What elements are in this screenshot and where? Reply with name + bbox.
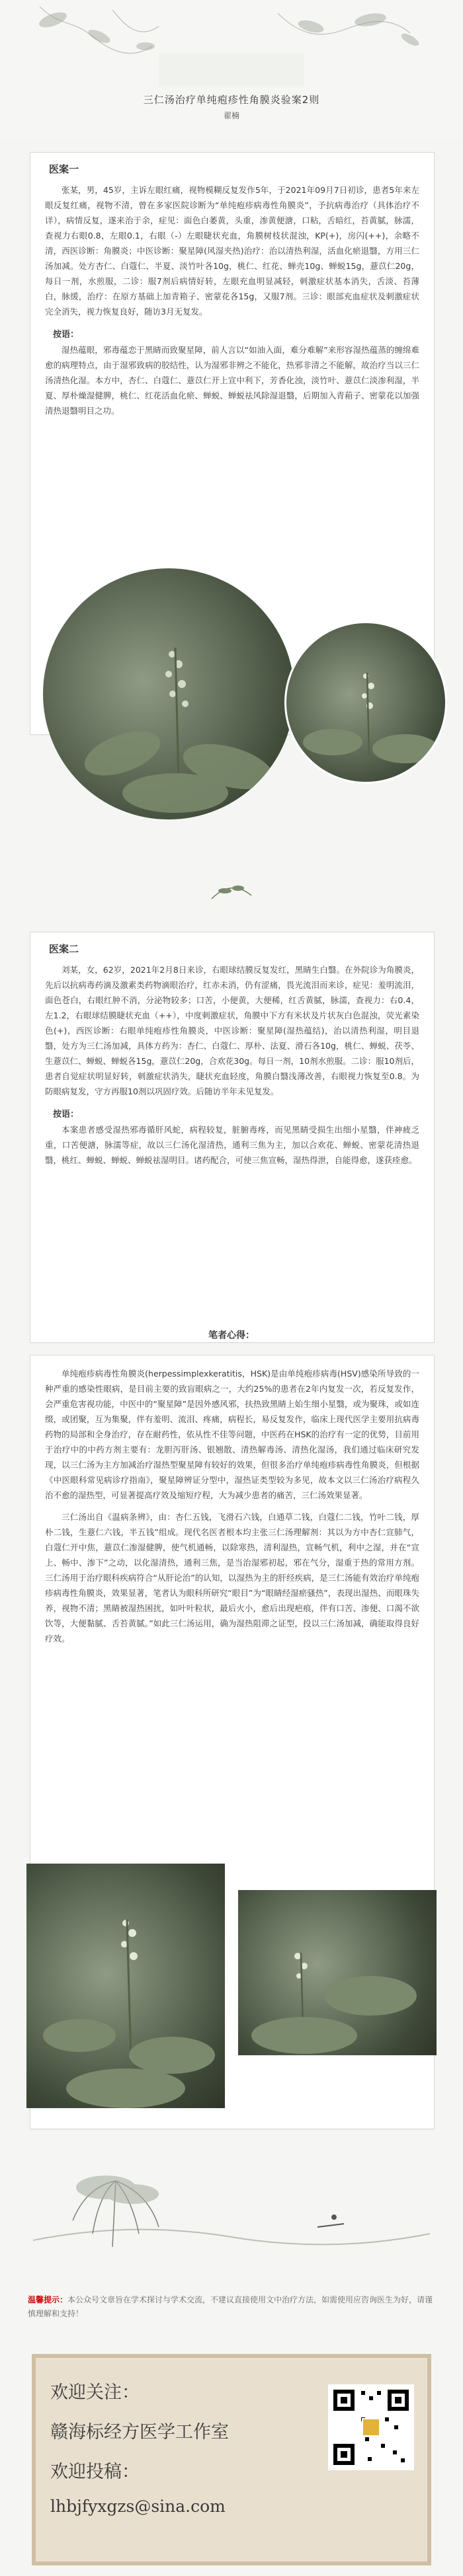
flower-image <box>43 568 294 819</box>
flower-image <box>286 623 445 782</box>
case1-body: 张某，男，45岁，主诉左眼红痛，视物模糊反复发作5年，于2021年09月7日初诊，患者5年来左眼反复红痛，视物不清，曾在多家医院诊断为“单纯疱疹病毒性角膜炎”，予抗病毒治疗（具体治疗不详），病情反复，遂来治于余，症见：面色白萎黄，头重，渗黄便溏，口粘，舌暗红，苔黄腻，脉濡，查视力右眼0.8，左眼0.1，右眼（-）左眼睫状充血，角膜树枝状混浊，KP(+)，房闪(++)，余略不清，西医诊断：角膜炎；中医诊断：聚星障(风湿夹热)治疗：治以清热利湿，活血化瘀退翳，方用三仁汤加减。处方杏仁、白蔻仁、半夏、淡竹叶各10g，桃仁、红花、蝉壳10g、蝉蜕15g，薏苡仁20g，每日一剂，水煎服，二诊：服7剂后病情好转，左眼充血明显减轻，刺激症状基本消失，舌淡、苔薄白，脉缓，治疗：在原方基础上加青箱子、密蒙花各15g，又服7剂。三诊：眼部充血症状及刺激症状完全消失，视力恢复良好，随访3月无复发。 <box>45 185 419 317</box>
case1-plant-photo-large <box>43 568 294 819</box>
case2-body: 刘某，女，62岁，2021年2月8日来诊，右眼球结膜反复发红，黑睛生白翳。在外院诊为角膜炎，先后以抗病毒药滴及激素类药物滴眼治疗，红赤未消，仍有涩痛，畏光流泪而来诊，症见：羞明流泪，面色苍白，右眼红肿不消，分泌物较多；口苦，小便黄，大便稀，红舌黄腻，脉濡，查视力：右0.4，左1.2，右眼球结膜睫状充血（++），中度刺激症状，角膜中下方有米状及片状灰白色混浊，荧光素染色(+)，西医诊断：右眼单纯疱疹性角膜炎，中医诊断：聚星障(湿热蕴结)，治以清热利湿，明目退翳，处方为三仁汤加减，具体方药为：杏仁、白蔻仁、厚朴、法夏、滑石各10g，桃仁、蝉蜕、茯苓、生薏苡仁、蝉蜕、蝉蜕各15g，薏苡仁20g，合欢花30g。每日一剂，10剂水煎服。二诊：服10剂后，患者自觉症状明显好转，刺激症状消失，睫状充血轻度，角膜白翳浅薄改善，右眼视力恢复至0.8。为防眼病复发，守方再服10剂以巩固疗效。后随访半年未见复发。 <box>45 965 419 1096</box>
case2-heading: 医案二 <box>49 943 79 955</box>
case2-note-heading: 按语： <box>53 1110 79 1119</box>
footer-tip <box>28 2293 438 2321</box>
leaf-divider-1 <box>0 879 463 908</box>
notes-plant-photo-right <box>238 1890 437 2055</box>
contact-studio-name: 赣海标经方医学工作室 <box>50 2422 229 2443</box>
notes-plant-photo-left <box>26 1864 225 2108</box>
notes-para-2: 三仁汤出自《温病条辨》，由：杏仁五钱，飞滑石六钱，白通草二钱，白蔻仁二钱，竹叶二钱，厚朴二钱，生薏仁六钱，半五钱”组成。现代名医者根本均主张三仁汤理解剂：其以为方中杏仁宣肺气，白蔻仁开中焦，薏苡仁渗湿健脾，使气机通畅，以除寒热，清利湿热，宣畅气机，利中之湿，并在“宣上、畅中、渗下”之动，以化湿清热，通利三焦，是当治湿邪初起，邪在气分，湿重于热的常用方剂。三仁汤用于治疗眼科疾病符合“从肝论治”的认知，以湿热为主的肝经疾病，是三仁汤能有效治疗单纯疱疹病毒性角膜炎，效果显著，笔者认为眼科所研究“眼目”为“眼睛经湿瘀骚热”，表现出湿热、而眼珠失养，视物不清；黑睛被湿热困扰，如叶叶粒状，最后火小，愈后出现疤痕，伴有口苦、渗便、口渴不欲饮等，大便黏腻、舌苔黄腻。”如此三仁汤运用，确为湿热阻滞之证型，投以三仁汤加减，确能取得良好疗效。 <box>45 1512 419 1644</box>
case2-card <box>30 932 435 1343</box>
page-title: 三仁汤治疗单纯疱疹性角膜炎验案2则 <box>143 94 320 106</box>
case1-note-body: 湿热蕴眼，邪毒蕴恋于黑睛而致聚星障，前人言以“如油入面，难分难解”来形容湿热蕴蒸的缠绵难愈的病理特点，由于湿邪致病的胶结性，认为湿邪非辨之不能化，热邪非清之不能解，故治疗当以三仁汤清热化湿。本方中，杏仁、白蔻仁、薏苡仁开上宣中利下，芳香化浊，淡竹叶、薏苡仁淡渗利湿，半夏、厚朴燥湿健脾，桃仁、红花活血化瘀、蝉蜕、蝉蜕祛风除湿退翳，后期加入青葙子、密蒙花以加强清热退翳明目之功。 <box>45 345 419 416</box>
tip-text: 本公众号文章旨在学术探讨与学术交流，不建议直接使用文中治疗方法，如需使用应咨询医生为好，请谨慎理解和支持！ <box>28 2295 433 2318</box>
header-banner <box>0 0 463 139</box>
case1-heading: 医案一 <box>49 163 79 175</box>
notes-section-label: 笔者心得： <box>208 1330 255 1341</box>
contact-submit-label: 欢迎投稿： <box>50 2462 140 2482</box>
contact-follow-label: 欢迎关注： <box>50 2382 140 2403</box>
qr-code-icon <box>328 2384 414 2470</box>
case1-note-heading: 按语： <box>53 330 79 340</box>
leaf-icon <box>205 879 258 905</box>
tip-label: 温馨提示： <box>28 2295 68 2304</box>
contact-card <box>32 2354 431 2565</box>
flower-image <box>26 1864 225 2108</box>
case2-note-body: 本案患者感受湿热邪毒循肝风蛇，病程较复，脏腑毒疼，而见黑睛受损生出细小星翳，伴神疲乏重，口苦便溏，脉濡等症，故以三仁汤化湿清热，通利三焦为主，加以合欢花、蝉蜕、密蒙花清热退翳，桃红、蝉蜕、蝉蜕、蝉蜕祛湿明目。诸药配合，可使三焦宣畅，湿热得泄，自能得愈，遂获痊愈。 <box>45 1125 419 1165</box>
notes-para-1: 单纯疱疹病毒性角膜炎(herpessimplexkeratitis，HSK)是由单纯疱疹病毒(HSV)感染所导致的一种严重的感染性眼病，是目前主要的致盲眼病之一，大约25%的患者在2年内复发一次，若反复发作，会严重危害视功能，中医中的“聚星障”是因外感风邪，扶热致黑睛上始生细小星翳，或为聚珠，或如连缀，或团聚，互为集聚，伴有羞明、流泪、疼痛，病程长，易反复发作，临床上现代医学主要用抗病毒药物的局部和全身治疗，存在耐药性，依从性不佳等问题，中医药在HSK的治疗有一定的优势，目前用于治疗中的中药方剂主要有：龙胆泻肝汤、银翘散、清热解毒汤、清热化湿汤，我们通过临床研究发现，以三仁汤为主方加减治疗湿热型聚星障有较好的效果，但很多治疗单纯疱疹病毒性角膜炎，但根据《中医眼科常见病诊疗指南》，聚星障辨证分型中，湿热证类型较为多见，故本文以三仁汤治疗病程久治不愈的湿热型，可显著提高疗效及缩短疗程，大为减少患者的痛苦，三仁汤效果显著。 <box>45 1369 419 1500</box>
author-name: 翟楠 <box>223 111 239 120</box>
contact-email[interactable]: lhbjfyxgzs@sina.com <box>50 2497 226 2516</box>
ink-landscape-decoration <box>33 2141 430 2273</box>
case1-plant-photo-small <box>284 621 447 784</box>
flower-image <box>238 1890 437 2055</box>
